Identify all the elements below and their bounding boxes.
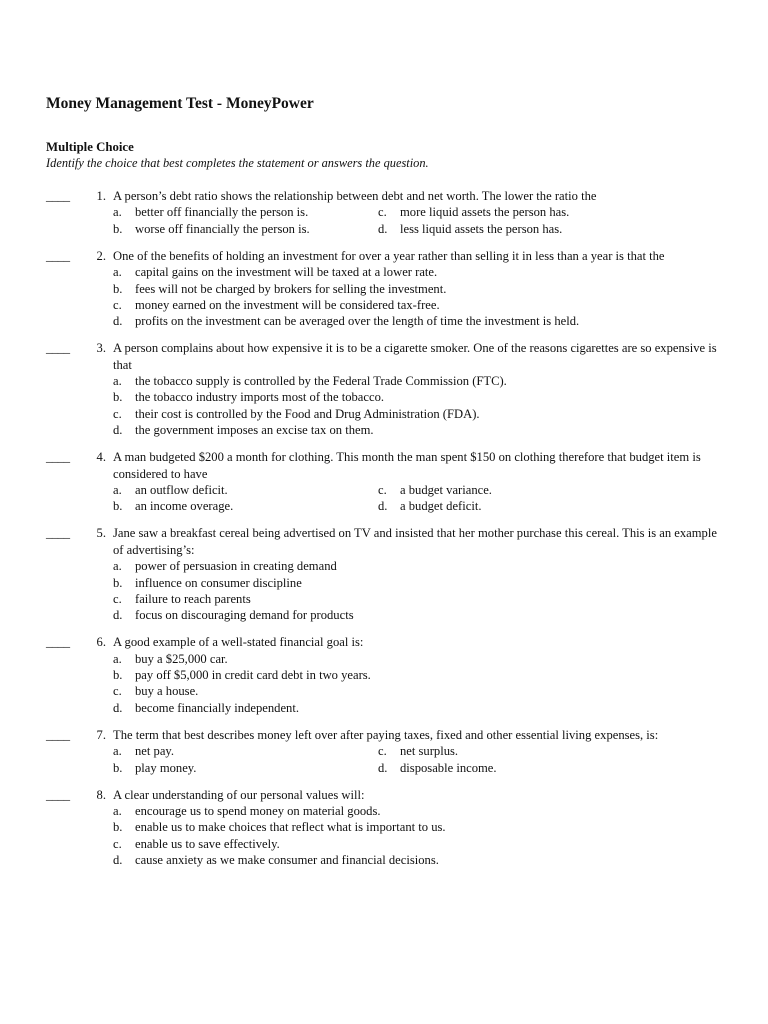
choice-option <box>378 482 678 498</box>
choice-text: fees will not be charged by brokers for selling the investment. <box>135 281 447 296</box>
question-number: 3. <box>96 341 106 356</box>
choice-letter: a. <box>113 651 122 666</box>
question-text: A man budgeted $200 a month for clothing. This month the man spent $150 on clothing therefore that budget item is considered to have <box>113 450 701 481</box>
choice-text: better off financially the person is. <box>135 205 309 220</box>
choice-letter: b. <box>113 760 123 775</box>
question-number: 1. <box>96 189 106 203</box>
choice-text: their cost is controlled by the Food and Drug Administration (FDA). <box>135 406 480 421</box>
choice-text: buy a house. <box>135 684 199 699</box>
choice-letter: d. <box>113 700 123 715</box>
choice-text: an outflow deficit. <box>135 483 228 497</box>
choice-option <box>113 651 725 667</box>
choice-letter: c. <box>378 483 387 497</box>
question-text: A person’s debt ratio shows the relationship between debt and net worth. The lower the ratio the <box>113 189 597 203</box>
question-number: 7. <box>96 727 106 742</box>
choice-letter: b. <box>113 221 123 236</box>
answer-blank: ____ <box>46 787 70 802</box>
question-4 <box>0 449 768 515</box>
choice-option <box>113 373 725 389</box>
choice-letter: d. <box>113 608 123 623</box>
choice-text: focus on discouraging demand for products <box>135 608 354 623</box>
choice-text: pay off $5,000 in credit card debt in two years. <box>135 668 371 683</box>
question-list <box>0 188 768 879</box>
choice-option <box>113 667 725 683</box>
choice-option <box>378 743 678 759</box>
question-text: A clear understanding of our personal values will: <box>113 787 365 802</box>
question-number: 8. <box>96 787 106 802</box>
choice-letter: b. <box>113 281 123 296</box>
choice-text: influence on consumer discipline <box>135 575 302 590</box>
choice-text: failure to reach parents <box>135 591 251 606</box>
choice-text: capital gains on the investment will be taxed at a lower rate. <box>135 265 438 280</box>
choice-option <box>113 558 725 574</box>
question-1 <box>0 188 768 237</box>
choice-option <box>113 819 725 835</box>
choice-option <box>113 760 378 776</box>
question-number: 6. <box>96 635 106 650</box>
answer-blank: ____ <box>46 727 70 742</box>
choice-text: enable us to save effectively. <box>135 836 280 851</box>
question-number: 5. <box>96 526 106 541</box>
choice-option <box>378 760 678 776</box>
page-title: Money Management Test - MoneyPower <box>46 95 314 112</box>
answer-blank: ____ <box>46 189 70 203</box>
choice-text: an income overage. <box>135 499 234 514</box>
choice-option <box>113 852 725 868</box>
choice-text: worse off financially the person is. <box>135 221 310 236</box>
choice-option <box>378 498 678 514</box>
choice-option <box>113 498 378 514</box>
question-text: Jane saw a breakfast cereal being advertised on TV and insisted that her mother purchase this cereal. This is an example of advertising’s: <box>113 526 717 557</box>
choice-text: encourage us to spend money on material goods. <box>135 803 381 818</box>
question-text: One of the benefits of holding an investment for over a year rather than selling it in less than a year is that the <box>113 248 665 263</box>
choice-letter: a. <box>113 803 122 818</box>
answer-blank: ____ <box>46 450 70 465</box>
choice-text: more liquid assets the person has. <box>400 205 570 220</box>
choice-letter: a. <box>113 559 122 574</box>
section-heading: Multiple Choice <box>46 140 134 154</box>
choice-text: cause anxiety as we make consumer and financial decisions. <box>135 853 439 868</box>
choice-option <box>113 281 725 297</box>
choice-option <box>113 700 725 716</box>
choice-list <box>113 743 725 776</box>
choice-letter: b. <box>113 499 123 514</box>
answer-blank: ____ <box>46 248 70 263</box>
choice-letter: c. <box>113 836 122 851</box>
choice-letter: d. <box>113 853 123 868</box>
answer-blank: ____ <box>46 341 70 356</box>
choice-text: disposable income. <box>400 760 497 775</box>
question-2 <box>0 248 768 330</box>
choice-text: net surplus. <box>400 744 459 759</box>
choice-letter: a. <box>113 483 122 497</box>
choice-letter: b. <box>113 820 123 835</box>
choice-text: the government imposes an excise tax on them. <box>135 423 374 438</box>
question-3 <box>0 340 768 438</box>
choice-letter: c. <box>113 591 122 606</box>
choice-letter: a. <box>113 205 122 220</box>
choice-letter: a. <box>113 374 122 389</box>
choice-text: a budget variance. <box>400 483 492 497</box>
choice-letter: a. <box>113 265 122 280</box>
answer-blank: ____ <box>46 635 70 650</box>
choice-text: net pay. <box>135 744 175 759</box>
choice-option <box>113 221 378 237</box>
choice-letter: d. <box>113 423 123 438</box>
choice-letter: d. <box>378 221 388 236</box>
question-text: A good example of a well-stated financial goal is: <box>113 635 364 650</box>
choice-option <box>113 422 725 438</box>
choice-list <box>113 803 725 869</box>
choice-text: buy a $25,000 car. <box>135 651 228 666</box>
choice-option <box>113 683 725 699</box>
choice-text: less liquid assets the person has. <box>400 221 563 236</box>
choice-option <box>113 389 725 405</box>
question-5 <box>0 525 768 623</box>
choice-option <box>113 482 378 498</box>
question-8 <box>0 787 768 869</box>
choice-text: become financially independent. <box>135 700 300 715</box>
choice-letter: d. <box>113 314 123 329</box>
choice-letter: d. <box>378 499 388 514</box>
choice-letter: b. <box>113 668 123 683</box>
choice-text: enable us to make choices that reflect what is important to us. <box>135 820 446 835</box>
choice-option <box>378 204 678 220</box>
choice-letter: c. <box>378 744 387 759</box>
choice-letter: c. <box>113 406 122 421</box>
choice-letter: d. <box>378 760 388 775</box>
choice-option <box>113 406 725 422</box>
choice-letter: b. <box>113 575 123 590</box>
choice-option <box>113 803 725 819</box>
choice-text: the tobacco supply is controlled by the Federal Trade Commission (FTC). <box>135 374 507 389</box>
choice-list <box>113 264 725 330</box>
question-text: A person complains about how expensive it is to be a cigarette smoker. One of the reasons cigarettes are so expensive is that <box>113 341 717 372</box>
choice-option <box>113 836 725 852</box>
choice-option <box>113 264 725 280</box>
choice-text: power of persuasion in creating demand <box>135 559 337 574</box>
choice-list <box>113 204 725 237</box>
choice-text: a budget deficit. <box>400 499 482 514</box>
choice-letter: c. <box>378 205 387 220</box>
choice-option <box>113 204 378 220</box>
question-text: The term that best describes money left over after paying taxes, fixed and other essential living expenses, is: <box>113 727 659 742</box>
choice-text: money earned on the investment will be considered tax-free. <box>135 297 440 312</box>
choice-option <box>378 221 678 237</box>
choice-text: play money. <box>135 760 197 775</box>
choice-list <box>113 482 725 515</box>
choice-option <box>113 575 725 591</box>
choice-text: profits on the investment can be averaged over the length of time the investment is held. <box>135 314 580 329</box>
choice-option <box>113 313 725 329</box>
section-instructions: Identify the choice that best completes the statement or answers the question. <box>46 156 429 170</box>
question-number: 4. <box>96 450 106 465</box>
choice-letter: a. <box>113 744 122 759</box>
choice-text: the tobacco industry imports most of the tobacco. <box>135 390 385 405</box>
choice-option <box>113 743 378 759</box>
choice-option <box>113 591 725 607</box>
choice-option <box>113 607 725 623</box>
choice-option <box>113 297 725 313</box>
choice-list <box>113 651 725 717</box>
question-6 <box>0 634 768 716</box>
question-7 <box>0 727 768 776</box>
choice-letter: c. <box>113 684 122 699</box>
choice-letter: c. <box>113 297 122 312</box>
choice-letter: b. <box>113 390 123 405</box>
choice-list <box>113 558 725 624</box>
choice-list <box>113 373 725 439</box>
answer-blank: ____ <box>46 526 70 541</box>
question-number: 2. <box>96 248 106 263</box>
